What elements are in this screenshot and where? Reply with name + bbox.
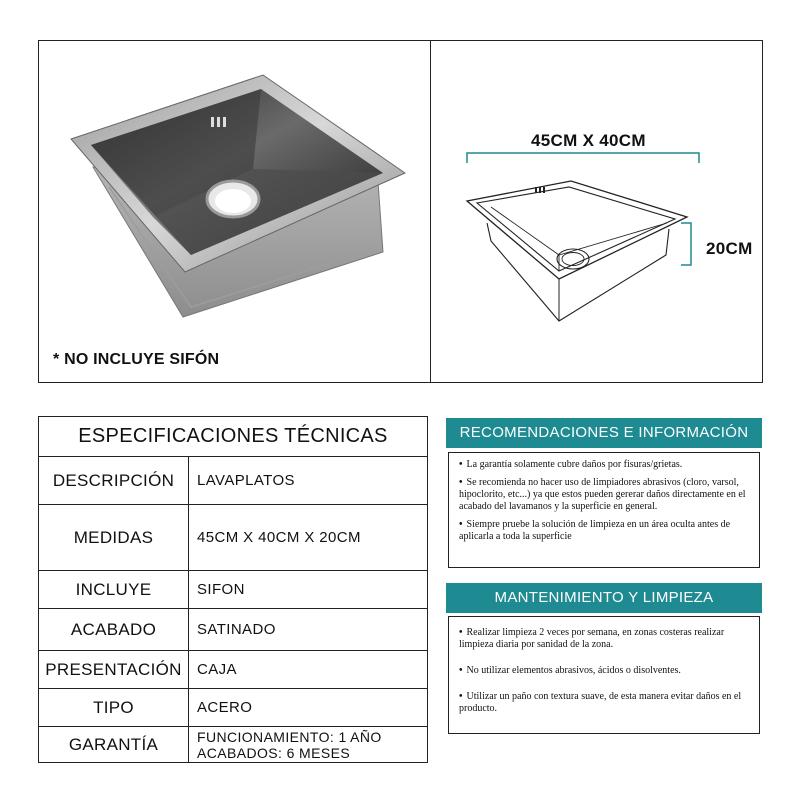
width-dimension-label: 45CM X 40CM bbox=[531, 131, 646, 150]
width-dimension-line bbox=[467, 153, 699, 163]
table-row bbox=[39, 505, 428, 571]
bullet-icon: • bbox=[459, 477, 463, 488]
spec-label: PRESENTACIÓN bbox=[39, 651, 189, 689]
spec-label: GARANTÍA bbox=[39, 727, 189, 763]
list-item: • Realizar limpieza 2 veces por semana, en zonas costeras realizar limpieza diaria por sanidad de la zona. bbox=[459, 627, 725, 650]
list-item: • Utilizar un paño con textura suave, de esta manera evitar daños en el producto. bbox=[459, 691, 742, 714]
list-item: • Se recomienda no hacer uso de limpiadores abrasivos (cloro, varsol, hipoclorito, etc...) ya que estos pueden gererar daños directamente en el acabado del lavamanos y la superficie en general. bbox=[459, 477, 746, 512]
spec-value bbox=[189, 727, 428, 763]
table-row bbox=[39, 609, 428, 651]
maintenance-body bbox=[448, 616, 760, 734]
spec-label: INCLUYE bbox=[39, 571, 189, 609]
spec-value: 45CM X 40CM X 20CM bbox=[189, 505, 428, 571]
spec-value: LAVAPLATOS bbox=[189, 457, 428, 505]
specifications-table bbox=[38, 416, 428, 763]
no-sifon-note: * NO INCLUYE SIFÓN bbox=[53, 351, 220, 368]
spec-label: TIPO bbox=[39, 689, 189, 727]
spec-value: ACERO bbox=[189, 689, 428, 727]
depth-dimension-line bbox=[681, 223, 691, 265]
list-item: • La garantía solamente cubre daños por fisuras/grietas. bbox=[459, 459, 683, 470]
list-item: • No utilizar elementos abrasivos, ácidos o disolventes. bbox=[459, 665, 681, 676]
product-photo-panel bbox=[38, 40, 431, 383]
bullet-icon: • bbox=[459, 665, 463, 676]
recommendations-body bbox=[448, 452, 760, 568]
depth-dimension-label: 20CM bbox=[706, 239, 753, 258]
list-item: • Siempre pruebe la solución de limpieza en un área oculta antes de aplicarla a toda la superficie bbox=[459, 519, 731, 542]
specifications-title: ESPECIFICACIONES TÉCNICAS bbox=[39, 417, 428, 457]
table-row bbox=[39, 571, 428, 609]
table-row bbox=[39, 727, 428, 763]
spec-label: ACABADO bbox=[39, 609, 189, 651]
spec-value: SATINADO bbox=[189, 609, 428, 651]
spec-label: MEDIDAS bbox=[39, 505, 189, 571]
table-row bbox=[39, 457, 428, 505]
table-row bbox=[39, 689, 428, 727]
warranty-line: FUNCIONAMIENTO: 1 AÑO bbox=[197, 728, 382, 745]
spec-value: SIFON bbox=[189, 571, 428, 609]
sink-outline-diagram bbox=[431, 41, 764, 384]
spec-label: DESCRIPCIÓN bbox=[39, 457, 189, 505]
bullet-icon: • bbox=[459, 691, 463, 702]
bullet-icon: • bbox=[459, 627, 463, 638]
table-row bbox=[39, 651, 428, 689]
recommendations-header: RECOMENDACIONES E INFORMACIÓN bbox=[446, 418, 762, 448]
dimension-diagram-panel bbox=[430, 40, 763, 383]
bullet-icon: • bbox=[459, 459, 463, 470]
spec-value: CAJA bbox=[189, 651, 428, 689]
warranty-line: ACABADOS: 6 MESES bbox=[197, 744, 351, 761]
sink-photo bbox=[63, 67, 408, 337]
maintenance-header: MANTENIMIENTO Y LIMPIEZA bbox=[446, 583, 762, 613]
bullet-icon: • bbox=[459, 519, 463, 530]
